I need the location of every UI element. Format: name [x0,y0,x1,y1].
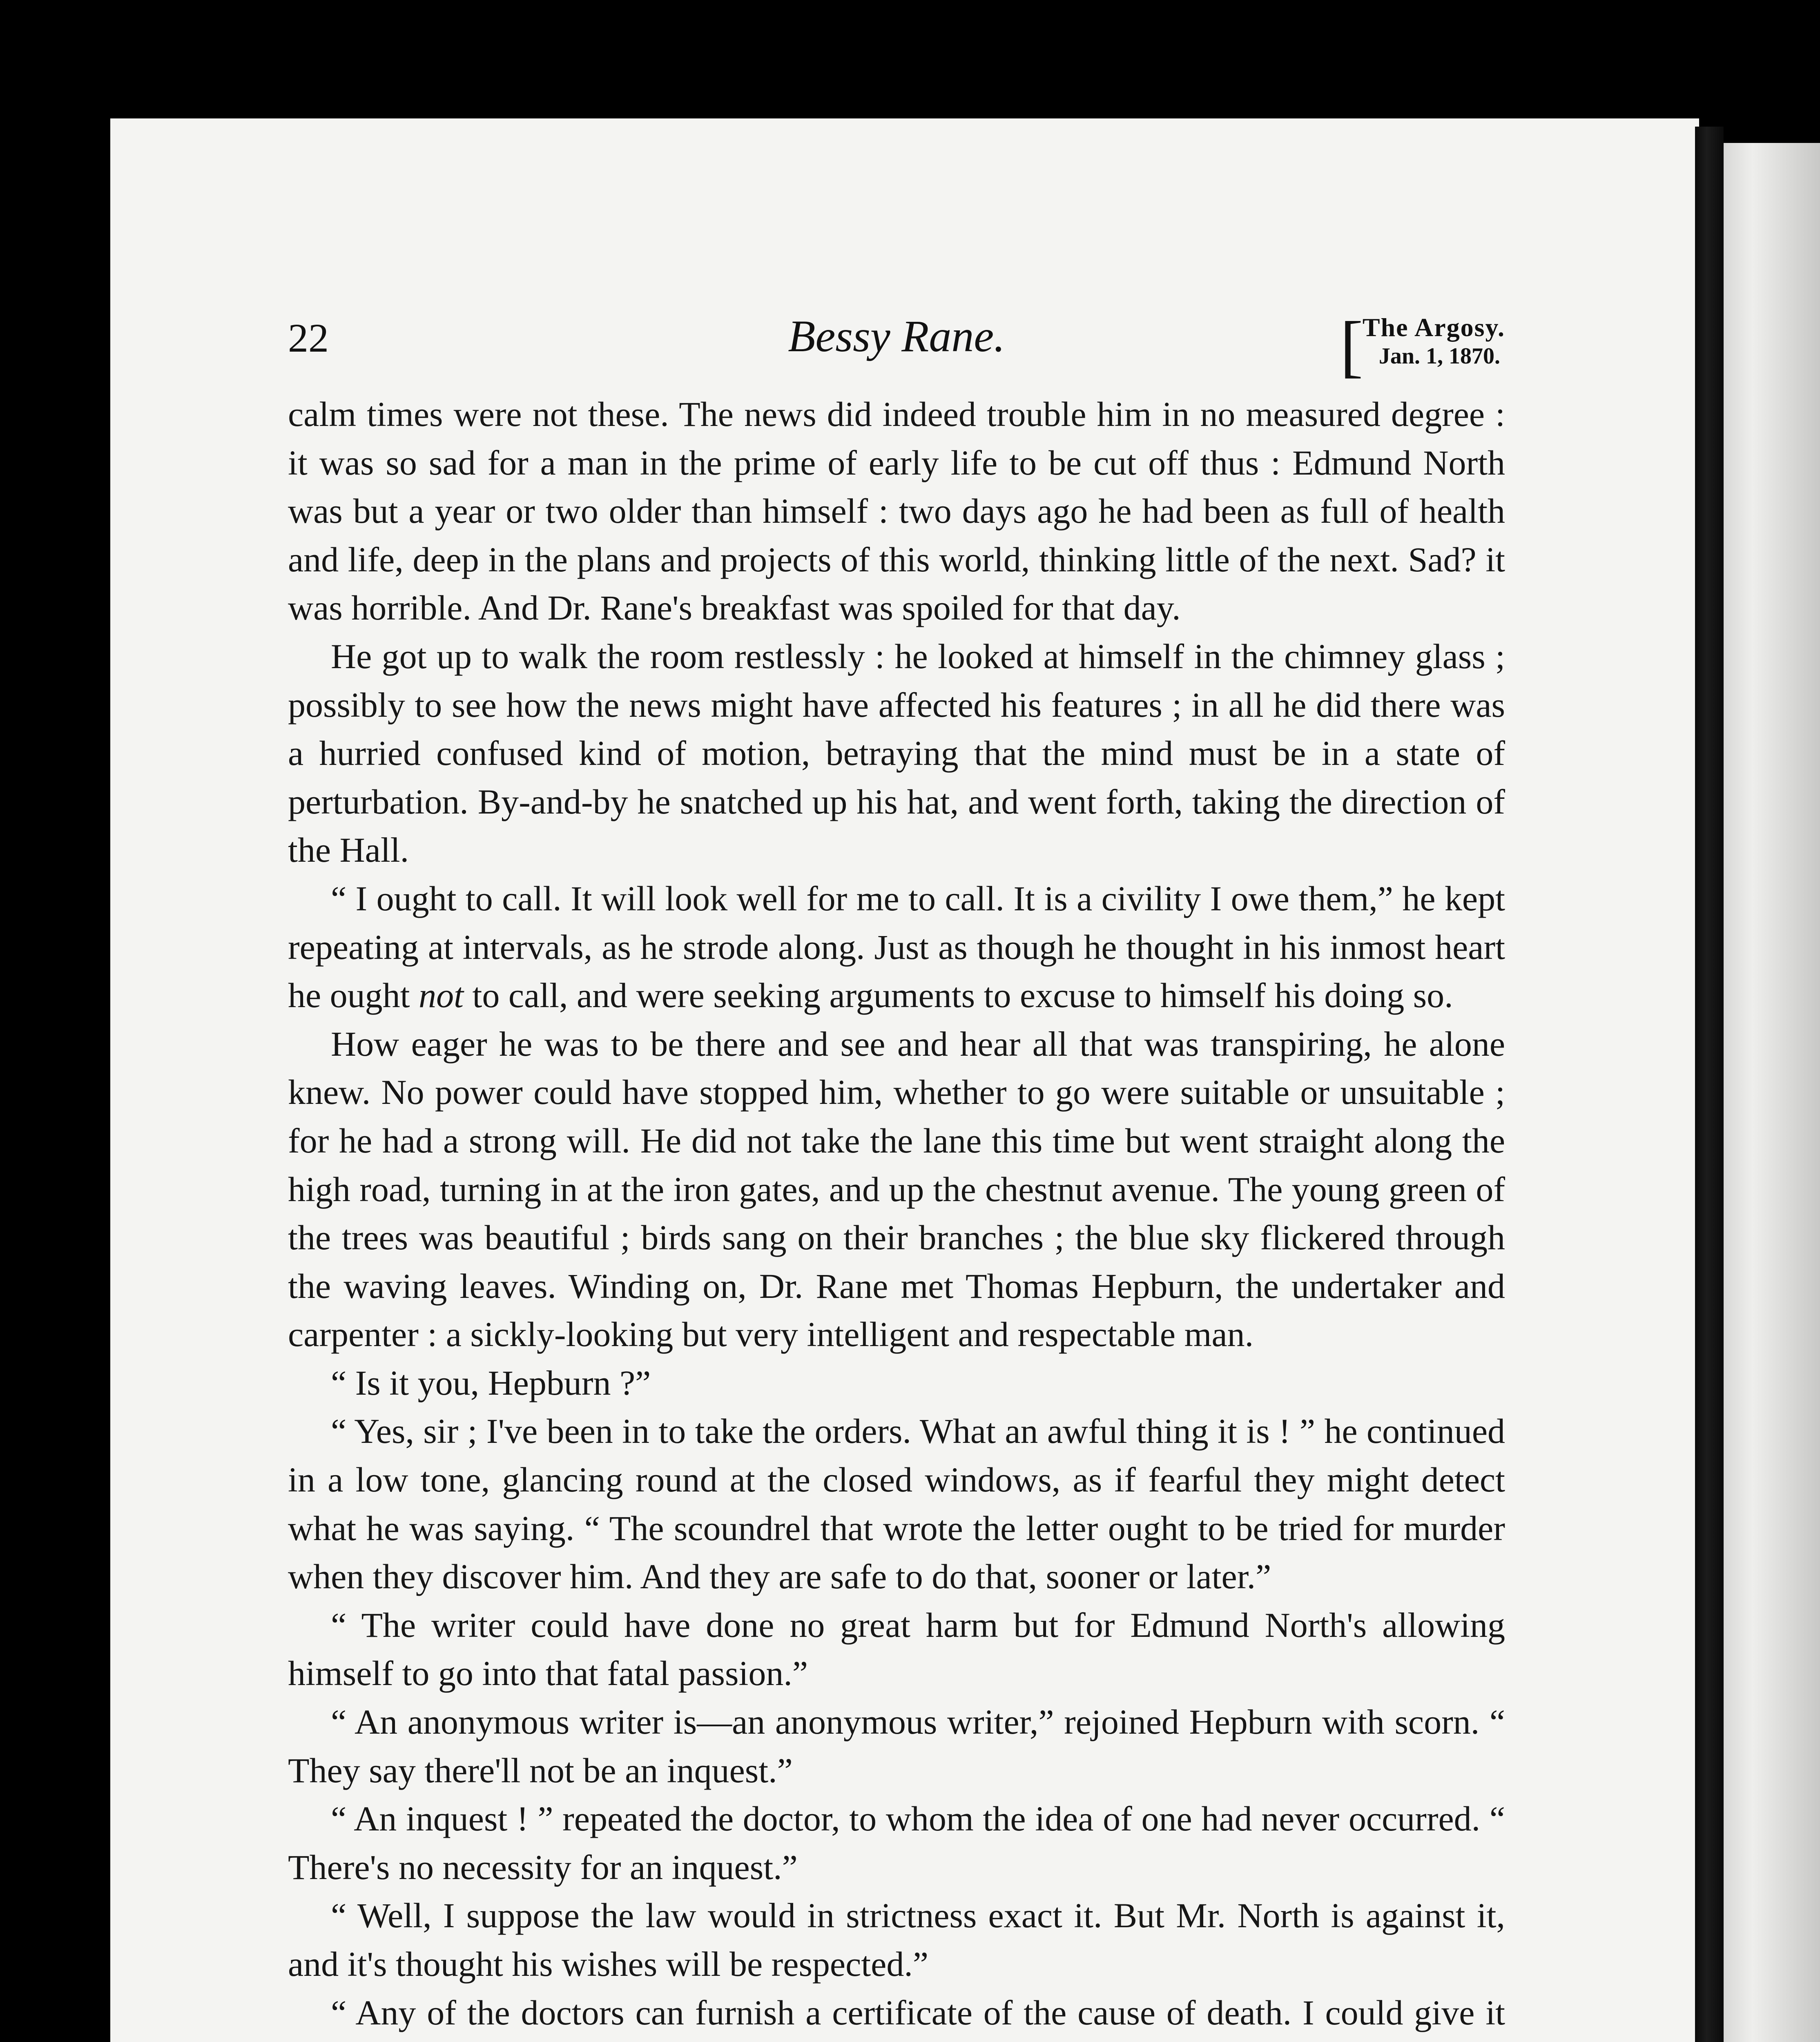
body-text [288,390,1505,2042]
paragraph-text: to call, and were seeking arguments to excuse to himself his doing so. [472,976,1453,1015]
page-number: 22 [288,315,329,361]
paragraph: “ The writer could have done no great harm but for Edmund North's allowing himself to go into that fatal passion.” [288,1605,1505,1693]
emphasis-text: not [419,976,464,1015]
running-title: Bessy Rane. [788,311,1005,361]
journal-name: The Argosy. [1362,313,1505,342]
paragraph: How eager he was to be there and see and hear all that was transpiring, he alone knew. No power could have stopped him, whether to go were suitable or unsuitable ; for he had a strong will. He did not take the lane this time but went straight along the high road, turning in at the iron gates, and up the chestnut avenue. The young green of the trees was beautiful ; birds sang on their branches ; the blue sky flickered through the waving leaves. Winding on, Dr. Rane met Thomas Hepburn, the undertaker and carpenter : a sickly-looking but very intelligent and respectable man. [288,1024,1505,1354]
paragraph: “ An inquest ! ” repeated the doctor, to whom the idea of one had never occurred. “ There's no necessity for an inquest.” [288,1799,1505,1887]
paragraph-text: “ I ought to call. It will look well for me to call. It is a civility I owe them,” he kept repeating at intervals, as he strode along. Just as though he thought in his inmost heart he ought [288,878,1505,1015]
paragraph: “ Well, I suppose the law would in strictness exact it. But Mr. North is against it, and it's thought his wishes will be respected.” [288,1896,1505,1984]
journal-info [1340,308,1505,384]
paragraph: calm times were not these. The news did indeed trouble him in no measured degree : it was so sad for a man in the prime of early life to be cut off thus : Edmund North was but a year or two older than himself : two days ago he had been as full of health and life, deep in the plans and projects of this world, thinking little of the next. Sad? it was horrible. And Dr. Rane's breakfast was spoiled for that day. [288,395,1505,628]
paragraph: “ Any of the doctors can furnish a certificate of the cause of death. I could give it [331,1993,1505,2032]
paragraph: “ An anonymous writer is—an anonymous writer,” rejoined Hepburn with scorn. “ They say there'll not be an inquest.” [288,1702,1505,1790]
journal-date: Jan. 1, 1870. [1378,343,1500,369]
page-binding-shadow [1695,127,1724,2042]
paragraph: “ Yes, sir ; I've been in to take the orders. What an awful thing it is ! ” he continued in a low tone, glancing round at the closed windows, as if fearful they might detect what he was saying. “ The scoundrel that wrote the letter ought to be tried for murder when they discover him. And they are safe to do that, sooner or later.” [288,1411,1505,1596]
paragraph: “ Is it you, Hepburn ?” [331,1363,651,1402]
bracket-glyph: [ [1340,308,1363,384]
page-header [288,308,1505,384]
paragraph: He got up to walk the room restlessly : he looked at himself in the chimney glass ; possibly to see how the news might have affected his features ; in all he did there was a hurried confused kind of motion, betraying that the mind must be in a state of perturbation. By-and-by he snatched up his hat, and went forth, taking the direction of the Hall. [288,636,1505,870]
paragraph [288,874,1505,1020]
facing-page-edge [1724,143,1820,2042]
